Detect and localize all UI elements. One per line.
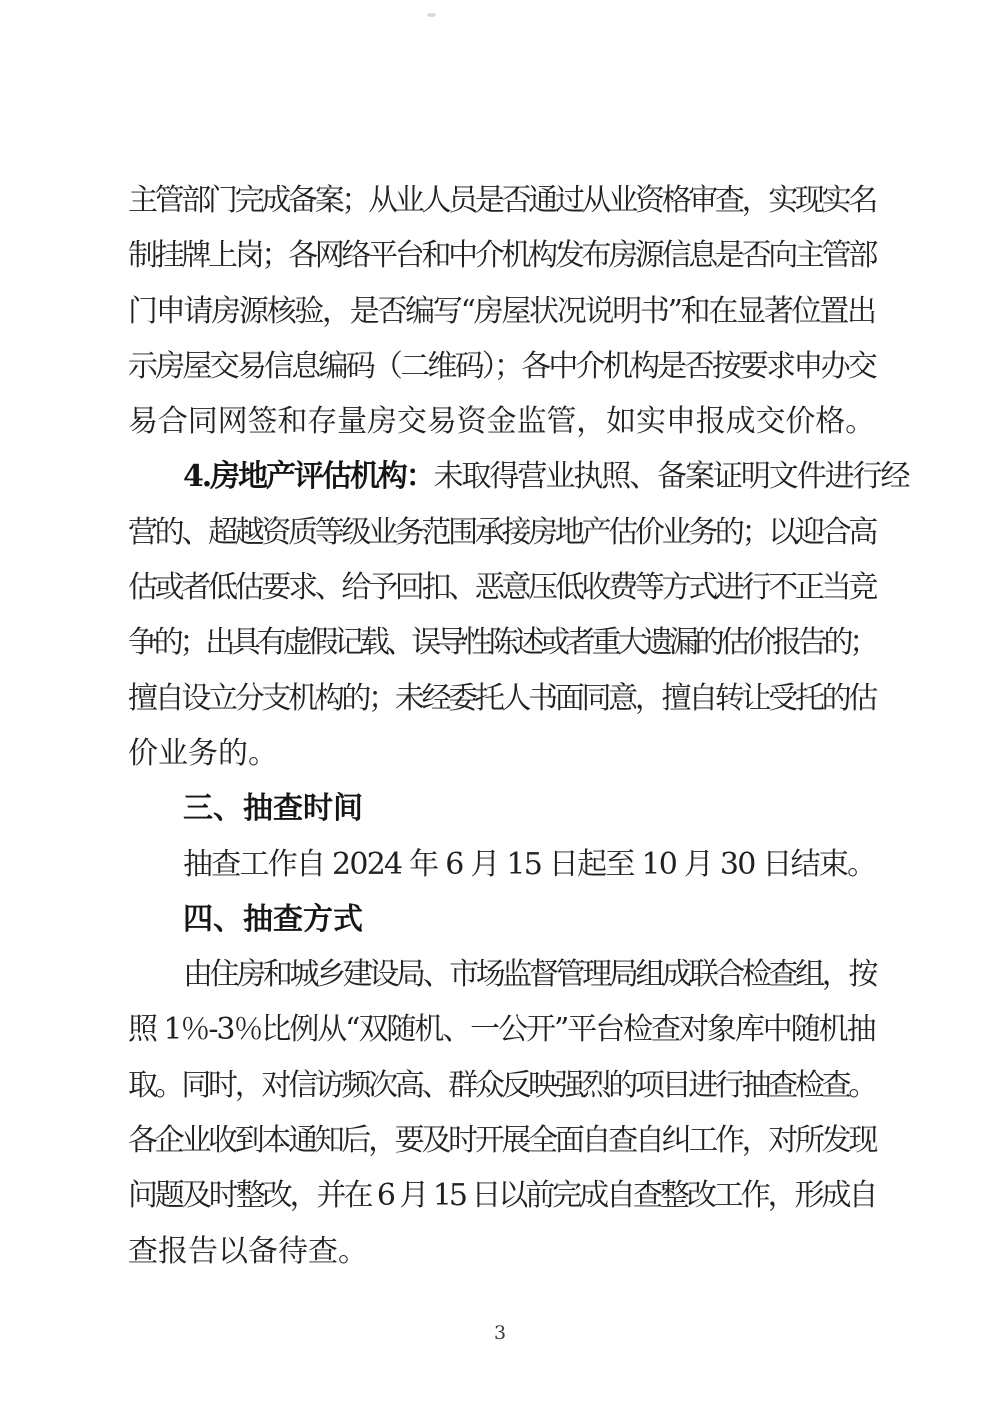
text-line: 查报告以备待查。 [128, 1233, 368, 1269]
text-line: 易合同网签和存量房交易资金监管，如实申报成交价格。 [128, 404, 875, 440]
item4-label: 4.房地产评估机构： [183, 459, 434, 495]
paragraph-method [128, 947, 875, 1279]
text-line: 取。同时，对信访频次高、群众反映强烈的项目进行抽查检查。 [128, 1067, 875, 1103]
page-number: 3 [493, 1322, 507, 1344]
text-line: 主管部门完成备案；从业人员是否通过从业资格审查，实现实名 [128, 183, 875, 218]
text-line: 照 1％-3％比例从“双随机、一公开”平台检查对象库中随机抽 [128, 1012, 875, 1048]
text-line: 制挂牌上岗；各网络平台和中介机构发布房源信息是否向主管部 [128, 238, 875, 274]
scan-artifact [427, 13, 436, 17]
text-line: 由住房和城乡建设局、市场监督管理局组成联合检查组，按 [183, 957, 875, 993]
paragraph-continuation [128, 173, 875, 449]
text-line: 营的、超越资质等级业务范围承接房地产估价业务的；以迎合高 [128, 514, 875, 550]
paragraph-time: 抽查工作自 2024 年 6 月 15 日起至 10 月 30 日结束。 [183, 846, 876, 882]
text-line: 门申请房源核验，是否编写“房屋状况说明书”和在显著位置出 [128, 293, 875, 329]
text-line: 擅自设立分支机构的；未经委托人书面同意，擅自转让受托的估 [128, 680, 875, 716]
text-line: 价业务的。 [128, 735, 278, 771]
text-line: 估或者低估要求、给予回扣、恶意压低收费等方式进行不正当竞 [128, 570, 875, 606]
page-footer [0, 1322, 1000, 1344]
section-heading-time: 三、抽查时间 [183, 791, 363, 827]
text-line: 问题及时整改，并在 6 月 15 日以前完成自查整改工作，形成自 [128, 1178, 876, 1214]
text-segment: 未取得营业执照、备案证明文件进行经 [433, 459, 909, 495]
text-line: 争的；出具有虚假记载、误导性陈述或者重大遗漏的估价报告的； [128, 625, 875, 661]
section-heading-method: 四、抽查方式 [183, 901, 363, 937]
document-body [128, 173, 909, 1279]
text-line [128, 449, 909, 504]
paragraph-item4 [128, 449, 909, 781]
text-line: 各企业收到本通知后，要及时开展全面自查自纠工作，对所发现 [128, 1123, 875, 1159]
text-line: 示房屋交易信息编码（二维码）；各中介机构是否按要求申办交 [128, 348, 875, 384]
